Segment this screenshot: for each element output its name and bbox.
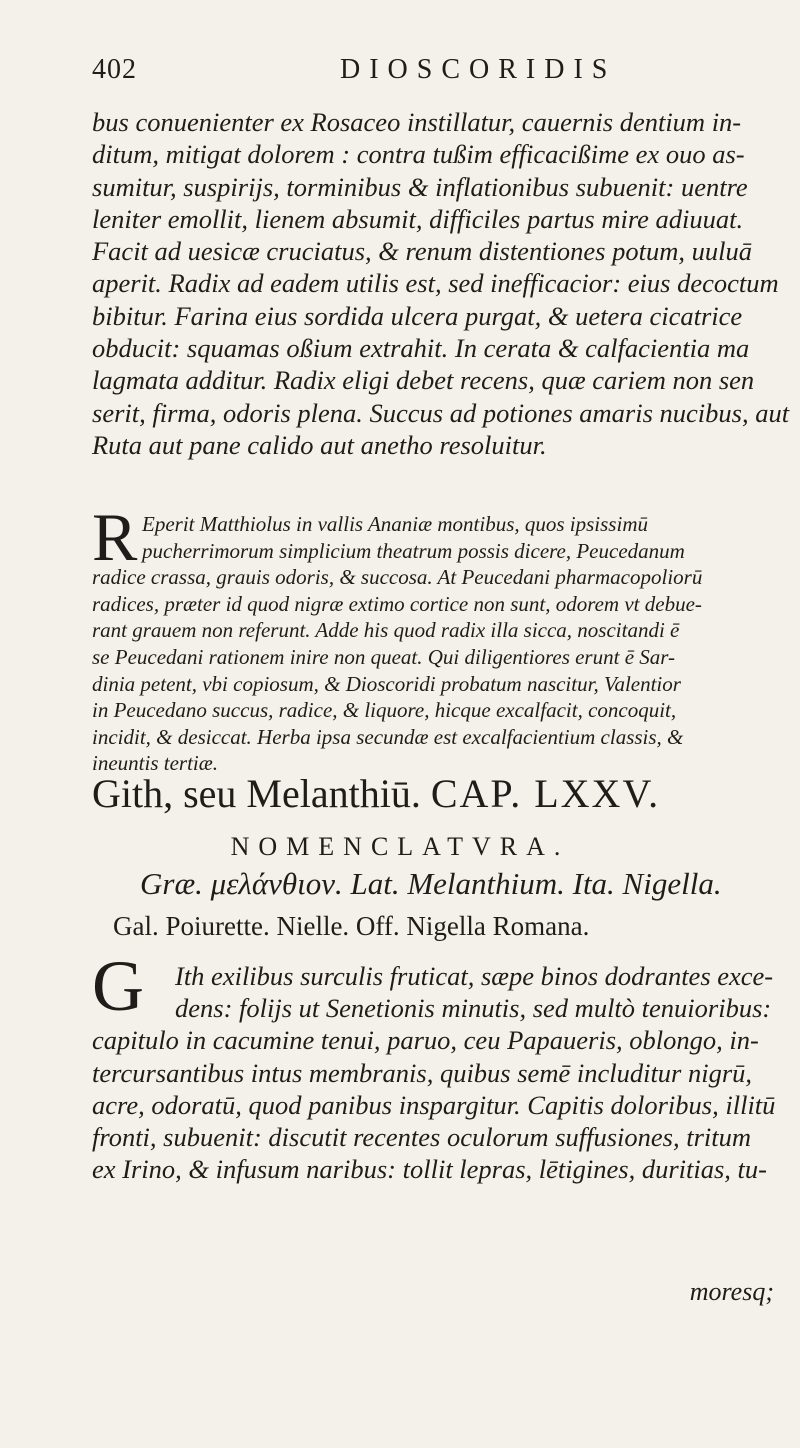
text-line: lagmata additur. Radix eligi debet recens, quæ cariem non sen bbox=[92, 365, 755, 396]
text-line: bus conuenienter ex Rosaceo instillatur, cauernis dentium in- bbox=[92, 107, 742, 137]
text-line: Ith exilibus surculis fruticat, sæpe binos dodrantes exce- bbox=[175, 961, 774, 991]
text-line: radice crassa, grauis odoris, & succosa. At Peucedani pharmacopoliorū bbox=[92, 565, 703, 590]
text-line: dinia petent, vbi copiosum, & Dioscoridi probatum nascitur, Valentior bbox=[92, 671, 681, 696]
text-line: pucherrimorum simplicium theatrum possis dicere, Peucedanum bbox=[142, 538, 685, 563]
paragraph-2-commentary bbox=[92, 511, 792, 777]
text-line: acre, odoratū, quod panibus inspargitur. Capitis doloribus, illitū bbox=[92, 1089, 776, 1120]
text-line: tercursantibus intus membranis, quibus semē includitur nigrū, bbox=[92, 1057, 753, 1088]
nomenclatura-heading: NOMENCLATVRA. bbox=[230, 832, 570, 861]
running-title: DIOSCORIDIS bbox=[340, 54, 617, 85]
chapter-number: CAP. LXXV. bbox=[430, 771, 661, 816]
text-line: ditum, mitigat dolorem : contra tußim efficacißime ex ouo as- bbox=[92, 139, 745, 170]
paragraph-3 bbox=[92, 960, 792, 1185]
text-line: capitulo in cacumine tenui, paruo, ceu Papaueris, oblongo, in- bbox=[92, 1025, 759, 1056]
paragraph-1 bbox=[92, 106, 792, 461]
text-line: rant grauem non referunt. Adde his quod radix illa sicca, noscitandi ē bbox=[92, 618, 680, 643]
text-line: aperit. Radix ad eadem utilis est, sed inefficacior: eius decoctum bbox=[92, 268, 779, 299]
text-line: in Peucedano succus, radice, & liquore, hicque excalfacit, concoquit, bbox=[92, 698, 677, 723]
text-line: bibitur. Farina eius sordida ulcera purgat, & uetera cicatrice bbox=[92, 300, 743, 331]
text-line: obducit: squamas oßium extrahit. In cerata & calfacientia ma bbox=[92, 333, 750, 364]
names-french-officinal: Gal. Poiurette. Nielle. Off. Nigella Romana. bbox=[113, 911, 590, 941]
chapter-heading bbox=[92, 770, 660, 818]
text-line: Eperit Matthiolus in vallis Ananiæ montibus, quos ipsissimū bbox=[142, 512, 648, 536]
text-line: ex Irino, & infusum naribus: tollit lepras, lētigines, duritias, tu- bbox=[92, 1154, 767, 1185]
drop-cap-g: G bbox=[92, 946, 144, 1026]
page-header bbox=[0, 46, 800, 106]
text-line: dens: folijs ut Senetionis minutis, sed multò tenuioribus: bbox=[175, 993, 772, 1024]
page-number: 402 bbox=[92, 54, 137, 85]
drop-cap-r: R bbox=[92, 499, 138, 575]
text-line: incidit, & desiccat. Herba ipsa secundæ est excalfacientium classis, & bbox=[92, 724, 684, 749]
chapter-title: Gith, seu Melanthiū. bbox=[92, 771, 421, 816]
names-greek-latin-italian: Græ. μελάνθιον. Lat. Melanthium. Ita. Nigella. bbox=[140, 866, 722, 901]
text-line: fronti, subuenit: discutit recentes oculorum suffusiones, tritum bbox=[92, 1122, 752, 1153]
text-line: se Peucedani rationem inire non queat. Qui diligentiores erunt ē Sar- bbox=[92, 644, 676, 669]
text-line: sumitur, suspirijs, torminibus & inflationibus subuenit: uentre bbox=[92, 171, 748, 202]
text-line: radices, præter id quod nigræ extimo cortice non sunt, odorem vt debue- bbox=[92, 591, 702, 616]
text-line: ineuntis tertiæ. bbox=[92, 751, 218, 776]
text-line: Facit ad uesicæ cruciatus, & renum distentiones potum, uuluā bbox=[92, 236, 752, 267]
text-line: leniter emollit, lienem absumit, difficiles partus mire adiuuat. bbox=[92, 203, 744, 234]
catchword: moresq; bbox=[689, 1277, 774, 1306]
text-line: serit, firma, odoris plena. Succus ad potiones amaris nucibus, aut bbox=[92, 397, 790, 428]
text-line: Ruta aut pane calido aut anetho resoluitur. bbox=[92, 429, 547, 460]
